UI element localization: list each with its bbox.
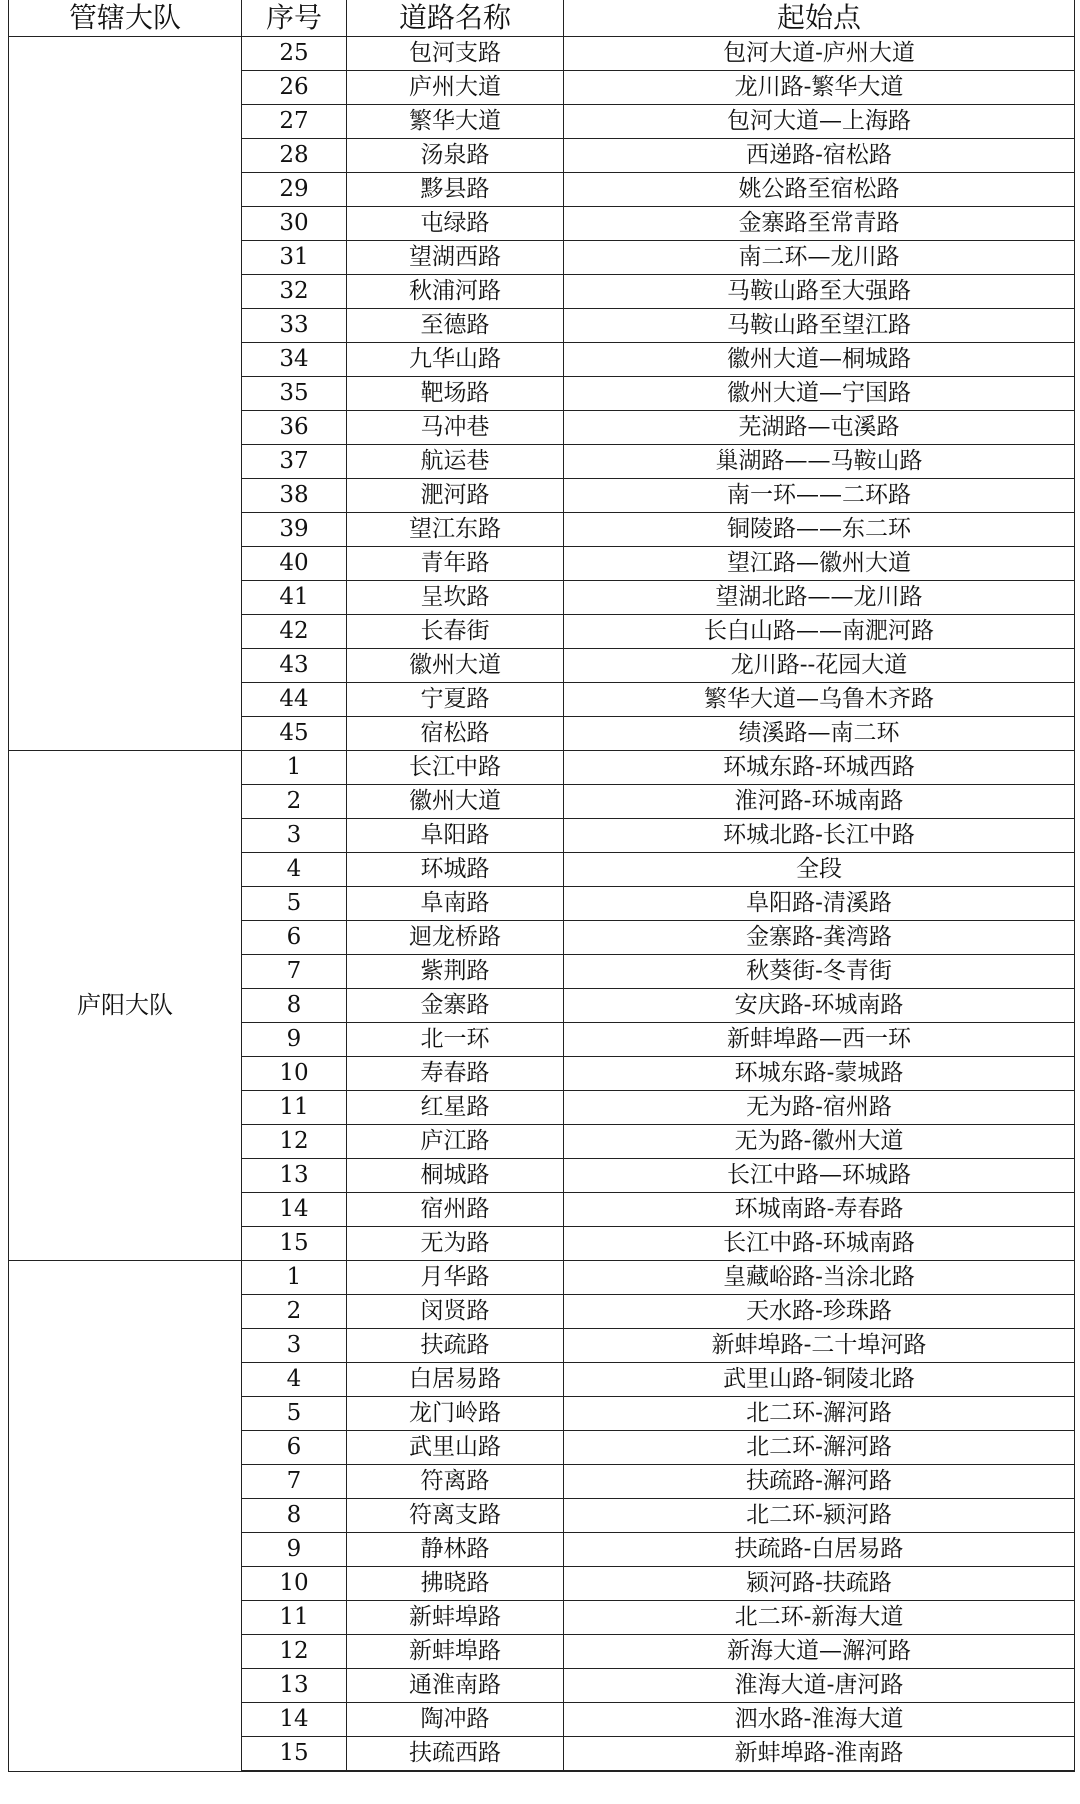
road-name-cell: 金寨路: [347, 989, 564, 1023]
road-name-cell: 宿州路: [347, 1193, 564, 1227]
index-cell: 3: [242, 1329, 347, 1363]
road-name-cell: 紫荆路: [347, 955, 564, 989]
road-name-cell: 寿春路: [347, 1057, 564, 1091]
index-cell: 30: [242, 207, 347, 241]
start-end-cell: 龙川路-繁华大道: [564, 71, 1075, 105]
road-name-cell: 武里山路: [347, 1431, 564, 1465]
road-name-cell: 长春街: [347, 615, 564, 649]
road-name-cell: 通淮南路: [347, 1669, 564, 1703]
road-name-cell: 繁华大道: [347, 105, 564, 139]
index-cell: 44: [242, 683, 347, 717]
start-end-cell: 安庆路-环城南路: [564, 989, 1075, 1023]
start-end-cell: 金寨路-龚湾路: [564, 921, 1075, 955]
index-cell: 31: [242, 241, 347, 275]
table-body: [9, 37, 1075, 1772]
road-name-cell: 阜阳路: [347, 819, 564, 853]
start-end-cell: 新海大道—澥河路: [564, 1635, 1075, 1669]
index-cell: 35: [242, 377, 347, 411]
index-cell: 2: [242, 1295, 347, 1329]
road-name-cell: 马冲巷: [347, 411, 564, 445]
index-cell: 15: [242, 1227, 347, 1261]
header-start-end: 起始点: [564, 0, 1075, 37]
road-name-cell: 汤泉路: [347, 139, 564, 173]
start-end-cell: 长江中路—环城路: [564, 1159, 1075, 1193]
index-cell: 25: [242, 37, 347, 71]
table-header: [9, 0, 1075, 37]
road-table: [8, 0, 1075, 1772]
start-end-cell: 淮河路-环城南路: [564, 785, 1075, 819]
index-cell: 26: [242, 71, 347, 105]
road-name-cell: 青年路: [347, 547, 564, 581]
index-cell: 29: [242, 173, 347, 207]
road-name-cell: 徽州大道: [347, 649, 564, 683]
start-end-cell: 龙川路--花园大道: [564, 649, 1075, 683]
index-cell: 6: [242, 921, 347, 955]
index-cell: 10: [242, 1567, 347, 1601]
road-name-cell: 靶场路: [347, 377, 564, 411]
road-name-cell: 淝河路: [347, 479, 564, 513]
index-cell: 10: [242, 1057, 347, 1091]
index-cell: 12: [242, 1635, 347, 1669]
team-cell: 庐阳大队: [9, 751, 242, 1261]
road-name-cell: 望江东路: [347, 513, 564, 547]
road-name-cell: 拂晓路: [347, 1567, 564, 1601]
index-cell: 28: [242, 139, 347, 173]
start-end-cell: 无为路-宿州路: [564, 1091, 1075, 1125]
road-name-cell: 徽州大道: [347, 785, 564, 819]
road-name-cell: 呈坎路: [347, 581, 564, 615]
road-name-cell: 龙门岭路: [347, 1397, 564, 1431]
index-cell: 7: [242, 955, 347, 989]
road-name-cell: 无为路: [347, 1227, 564, 1261]
index-cell: 27: [242, 105, 347, 139]
road-name-cell: 望湖西路: [347, 241, 564, 275]
index-cell: 39: [242, 513, 347, 547]
start-end-cell: 淮海大道-唐河路: [564, 1669, 1075, 1703]
road-name-cell: 桐城路: [347, 1159, 564, 1193]
start-end-cell: 芜湖路—屯溪路: [564, 411, 1075, 445]
start-end-cell: 姚公路至宿松路: [564, 173, 1075, 207]
road-name-cell: 庐江路: [347, 1125, 564, 1159]
road-name-cell: 北一环: [347, 1023, 564, 1057]
start-end-cell: 北二环-澥河路: [564, 1431, 1075, 1465]
index-cell: 37: [242, 445, 347, 479]
index-cell: 14: [242, 1193, 347, 1227]
start-end-cell: 武里山路-铜陵北路: [564, 1363, 1075, 1397]
index-cell: 42: [242, 615, 347, 649]
index-cell: 43: [242, 649, 347, 683]
index-cell: 11: [242, 1601, 347, 1635]
road-name-cell: 符离支路: [347, 1499, 564, 1533]
start-end-cell: 长江中路-环城南路: [564, 1227, 1075, 1261]
start-end-cell: 铜陵路——东二环: [564, 513, 1075, 547]
start-end-cell: 新蚌埠路—西一环: [564, 1023, 1075, 1057]
road-name-cell: 静林路: [347, 1533, 564, 1567]
index-cell: 8: [242, 989, 347, 1023]
start-end-cell: 扶疏路-澥河路: [564, 1465, 1075, 1499]
start-end-cell: 马鞍山路至望江路: [564, 309, 1075, 343]
start-end-cell: 新蚌埠路-二十埠河路: [564, 1329, 1075, 1363]
header-road-name: 道路名称: [347, 0, 564, 37]
index-cell: 6: [242, 1431, 347, 1465]
start-end-cell: 环城东路-环城西路: [564, 751, 1075, 785]
start-end-cell: 北二环-新海大道: [564, 1601, 1075, 1635]
team-cell: [9, 1261, 242, 1772]
road-name-cell: 迴龙桥路: [347, 921, 564, 955]
index-cell: 15: [242, 1737, 347, 1772]
start-end-cell: 西递路-宿松路: [564, 139, 1075, 173]
index-cell: 14: [242, 1703, 347, 1737]
index-cell: 9: [242, 1023, 347, 1057]
road-name-cell: 阜南路: [347, 887, 564, 921]
road-name-cell: 扶疏路: [347, 1329, 564, 1363]
header-row: [9, 0, 1075, 37]
index-cell: 1: [242, 751, 347, 785]
start-end-cell: 马鞍山路至大强路: [564, 275, 1075, 309]
start-end-cell: 全段: [564, 853, 1075, 887]
index-cell: 13: [242, 1669, 347, 1703]
start-end-cell: 巢湖路——马鞍山路: [564, 445, 1075, 479]
road-name-cell: 符离路: [347, 1465, 564, 1499]
index-cell: 4: [242, 1363, 347, 1397]
index-cell: 5: [242, 887, 347, 921]
index-cell: 9: [242, 1533, 347, 1567]
start-end-cell: 南二环—龙川路: [564, 241, 1075, 275]
start-end-cell: 绩溪路—南二环: [564, 717, 1075, 751]
road-name-cell: 长江中路: [347, 751, 564, 785]
start-end-cell: 颍河路-扶疏路: [564, 1567, 1075, 1601]
start-end-cell: 环城北路-长江中路: [564, 819, 1075, 853]
start-end-cell: 泗水路-淮海大道: [564, 1703, 1075, 1737]
index-cell: 32: [242, 275, 347, 309]
index-cell: 38: [242, 479, 347, 513]
header-team: 管辖大队: [9, 0, 242, 37]
start-end-cell: 包河大道-庐州大道: [564, 37, 1075, 71]
index-cell: 40: [242, 547, 347, 581]
index-cell: 41: [242, 581, 347, 615]
team-cell: [9, 37, 242, 751]
start-end-cell: 环城南路-寿春路: [564, 1193, 1075, 1227]
index-cell: 2: [242, 785, 347, 819]
road-name-cell: 新蚌埠路: [347, 1635, 564, 1669]
index-cell: 36: [242, 411, 347, 445]
start-end-cell: 望江路—徽州大道: [564, 547, 1075, 581]
index-cell: 12: [242, 1125, 347, 1159]
index-cell: 33: [242, 309, 347, 343]
start-end-cell: 天水路-珍珠路: [564, 1295, 1075, 1329]
start-end-cell: 秋葵街-冬青街: [564, 955, 1075, 989]
start-end-cell: 皇藏峪路-当涂北路: [564, 1261, 1075, 1295]
index-cell: 8: [242, 1499, 347, 1533]
start-end-cell: 北二环-澥河路: [564, 1397, 1075, 1431]
start-end-cell: 长白山路——南淝河路: [564, 615, 1075, 649]
index-cell: 7: [242, 1465, 347, 1499]
road-name-cell: 宿松路: [347, 717, 564, 751]
road-name-cell: 秋浦河路: [347, 275, 564, 309]
road-name-cell: 红星路: [347, 1091, 564, 1125]
road-name-cell: 宁夏路: [347, 683, 564, 717]
road-name-cell: 白居易路: [347, 1363, 564, 1397]
header-index: 序号: [242, 0, 347, 37]
start-end-cell: 繁华大道—乌鲁木齐路: [564, 683, 1075, 717]
start-end-cell: 阜阳路-清溪路: [564, 887, 1075, 921]
start-end-cell: 徽州大道—宁国路: [564, 377, 1075, 411]
table-row: [9, 37, 1075, 71]
index-cell: 4: [242, 853, 347, 887]
start-end-cell: 北二环-颍河路: [564, 1499, 1075, 1533]
road-name-cell: 庐州大道: [347, 71, 564, 105]
road-name-cell: 闵贤路: [347, 1295, 564, 1329]
index-cell: 11: [242, 1091, 347, 1125]
road-name-cell: 环城路: [347, 853, 564, 887]
index-cell: 1: [242, 1261, 347, 1295]
road-name-cell: 月华路: [347, 1261, 564, 1295]
start-end-cell: 望湖北路——龙川路: [564, 581, 1075, 615]
start-end-cell: 环城东路-蒙城路: [564, 1057, 1075, 1091]
index-cell: 13: [242, 1159, 347, 1193]
table-row: [9, 1261, 1075, 1295]
start-end-cell: 徽州大道—桐城路: [564, 343, 1075, 377]
road-list-sheet: [8, 0, 1074, 1798]
index-cell: 3: [242, 819, 347, 853]
table-row: [9, 751, 1075, 785]
index-cell: 34: [242, 343, 347, 377]
road-name-cell: 包河支路: [347, 37, 564, 71]
road-name-cell: 新蚌埠路: [347, 1601, 564, 1635]
road-name-cell: 黟县路: [347, 173, 564, 207]
road-name-cell: 至德路: [347, 309, 564, 343]
road-name-cell: 航运巷: [347, 445, 564, 479]
index-cell: 45: [242, 717, 347, 751]
index-cell: 5: [242, 1397, 347, 1431]
start-end-cell: 包河大道—上海路: [564, 105, 1075, 139]
road-name-cell: 扶疏西路: [347, 1737, 564, 1772]
start-end-cell: 新蚌埠路-淮南路: [564, 1737, 1075, 1772]
start-end-cell: 金寨路至常青路: [564, 207, 1075, 241]
start-end-cell: 无为路-徽州大道: [564, 1125, 1075, 1159]
start-end-cell: 扶疏路-白居易路: [564, 1533, 1075, 1567]
road-name-cell: 陶冲路: [347, 1703, 564, 1737]
start-end-cell: 南一环——二环路: [564, 479, 1075, 513]
road-name-cell: 九华山路: [347, 343, 564, 377]
road-name-cell: 屯绿路: [347, 207, 564, 241]
